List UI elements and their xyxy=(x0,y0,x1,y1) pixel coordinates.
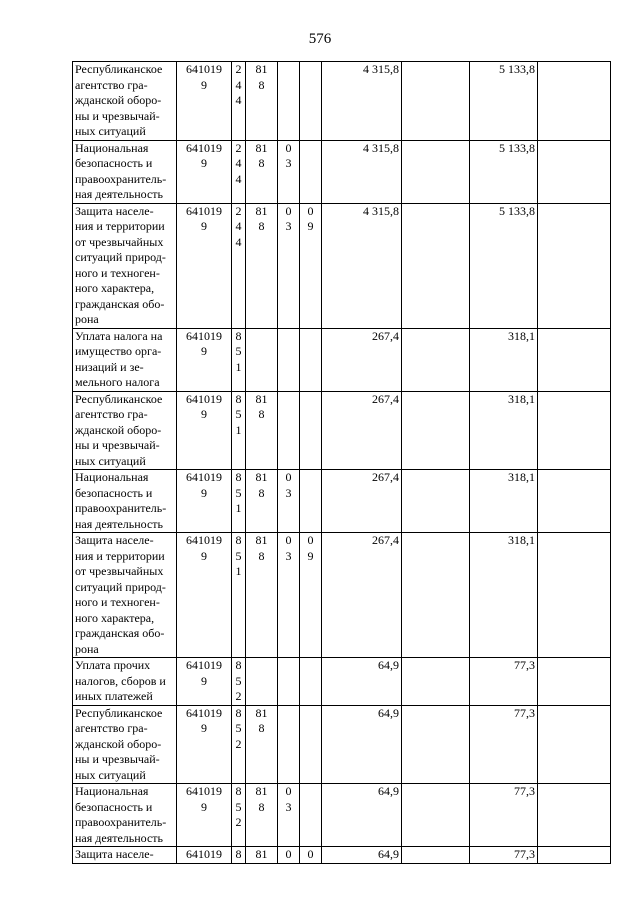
row-value-2-cell: 77,3 xyxy=(470,784,538,847)
row-department-cell: 81 8 xyxy=(246,391,278,470)
table-row xyxy=(73,140,611,203)
row-empty-cell-2 xyxy=(538,533,611,658)
row-section-cell xyxy=(278,705,300,784)
row-empty-cell-1 xyxy=(402,847,470,864)
table-row xyxy=(73,847,611,864)
row-expense-type-cell: 8 5 2 xyxy=(232,658,246,706)
row-department-cell: 81 8 xyxy=(246,784,278,847)
row-department-cell: 81 8 xyxy=(246,705,278,784)
row-subsection-cell xyxy=(300,470,322,533)
row-department-cell: 81 8 xyxy=(246,470,278,533)
row-name-cell: Защита населе- ния и территории от чрезвычайных ситуаций природ- ного и техноген- ного характера, гражданская обо- рона xyxy=(73,533,177,658)
row-subsection-cell: 0 9 xyxy=(300,203,322,328)
row-name-cell: Республиканское агентство гра- жданской оборо- ны и чрезвычай- ных ситуаций xyxy=(73,391,177,470)
row-subsection-cell xyxy=(300,784,322,847)
row-value-2-cell: 5 133,8 xyxy=(470,203,538,328)
row-empty-cell-2 xyxy=(538,705,611,784)
budget-table xyxy=(72,61,611,864)
row-code-cell: 641019 9 xyxy=(177,658,232,706)
row-code-cell: 641019 9 xyxy=(177,328,232,391)
table-row xyxy=(73,658,611,706)
row-empty-cell-1 xyxy=(402,470,470,533)
row-value-2-cell: 318,1 xyxy=(470,328,538,391)
row-department-cell xyxy=(246,658,278,706)
row-value-1-cell: 267,4 xyxy=(322,470,402,533)
row-empty-cell-1 xyxy=(402,533,470,658)
row-empty-cell-1 xyxy=(402,62,470,141)
row-empty-cell-1 xyxy=(402,784,470,847)
row-subsection-cell xyxy=(300,328,322,391)
row-empty-cell-2 xyxy=(538,328,611,391)
table-row xyxy=(73,705,611,784)
row-empty-cell-2 xyxy=(538,391,611,470)
row-value-2-cell: 318,1 xyxy=(470,533,538,658)
row-expense-type-cell: 2 4 4 xyxy=(232,140,246,203)
row-section-cell: 0 3 xyxy=(278,140,300,203)
row-expense-type-cell: 8 5 1 xyxy=(232,533,246,658)
row-value-1-cell: 64,9 xyxy=(322,784,402,847)
row-expense-type-cell: 8 xyxy=(232,847,246,864)
row-value-1-cell: 64,9 xyxy=(322,705,402,784)
row-department-cell: 81 8 xyxy=(246,140,278,203)
row-code-cell: 641019 xyxy=(177,847,232,864)
row-value-1-cell: 267,4 xyxy=(322,533,402,658)
row-empty-cell-2 xyxy=(538,140,611,203)
row-code-cell: 641019 9 xyxy=(177,470,232,533)
table-row xyxy=(73,328,611,391)
table-row xyxy=(73,470,611,533)
row-empty-cell-1 xyxy=(402,328,470,391)
row-section-cell: 0 3 xyxy=(278,470,300,533)
row-name-cell: Защита населе- ния и территории от чрезвычайных ситуаций природ- ного и техноген- ного характера, гражданская обо- рона xyxy=(73,203,177,328)
row-expense-type-cell: 8 5 1 xyxy=(232,470,246,533)
row-empty-cell-2 xyxy=(538,658,611,706)
row-expense-type-cell: 2 4 4 xyxy=(232,62,246,141)
row-empty-cell-1 xyxy=(402,391,470,470)
row-empty-cell-2 xyxy=(538,470,611,533)
row-code-cell: 641019 9 xyxy=(177,533,232,658)
row-name-cell: Республиканское агентство гра- жданской оборо- ны и чрезвычай- ных ситуаций xyxy=(73,62,177,141)
row-empty-cell-1 xyxy=(402,203,470,328)
row-subsection-cell xyxy=(300,391,322,470)
row-expense-type-cell: 8 5 2 xyxy=(232,705,246,784)
row-empty-cell-1 xyxy=(402,140,470,203)
row-section-cell xyxy=(278,328,300,391)
row-subsection-cell xyxy=(300,658,322,706)
row-subsection-cell xyxy=(300,705,322,784)
row-empty-cell-2 xyxy=(538,203,611,328)
row-subsection-cell: 0 9 xyxy=(300,533,322,658)
row-value-2-cell: 318,1 xyxy=(470,391,538,470)
row-value-1-cell: 4 315,8 xyxy=(322,62,402,141)
row-department-cell: 81 8 xyxy=(246,203,278,328)
table-row xyxy=(73,62,611,141)
row-value-2-cell: 77,3 xyxy=(470,847,538,864)
row-section-cell: 0 xyxy=(278,847,300,864)
row-name-cell: Защита населе- xyxy=(73,847,177,864)
row-expense-type-cell: 8 5 1 xyxy=(232,391,246,470)
row-expense-type-cell: 2 4 4 xyxy=(232,203,246,328)
row-empty-cell-1 xyxy=(402,658,470,706)
row-section-cell xyxy=(278,391,300,470)
row-department-cell: 81 8 xyxy=(246,533,278,658)
row-value-1-cell: 64,9 xyxy=(322,847,402,864)
row-department-cell: 81 xyxy=(246,847,278,864)
row-value-1-cell: 267,4 xyxy=(322,328,402,391)
row-empty-cell-2 xyxy=(538,784,611,847)
row-section-cell xyxy=(278,62,300,141)
row-value-2-cell: 318,1 xyxy=(470,470,538,533)
row-value-1-cell: 4 315,8 xyxy=(322,203,402,328)
row-value-2-cell: 5 133,8 xyxy=(470,140,538,203)
row-code-cell: 641019 9 xyxy=(177,391,232,470)
row-section-cell: 0 3 xyxy=(278,533,300,658)
row-empty-cell-2 xyxy=(538,847,611,864)
row-subsection-cell xyxy=(300,62,322,141)
row-section-cell: 0 3 xyxy=(278,784,300,847)
row-code-cell: 641019 9 xyxy=(177,784,232,847)
row-name-cell: Национальная безопасность и правоохранитель- ная деятельность xyxy=(73,784,177,847)
row-subsection-cell xyxy=(300,140,322,203)
row-value-1-cell: 64,9 xyxy=(322,658,402,706)
table-row xyxy=(73,391,611,470)
row-name-cell: Национальная безопасность и правоохранитель- ная деятельность xyxy=(73,470,177,533)
row-value-2-cell: 5 133,8 xyxy=(470,62,538,141)
row-value-1-cell: 267,4 xyxy=(322,391,402,470)
row-department-cell: 81 8 xyxy=(246,62,278,141)
row-value-1-cell: 4 315,8 xyxy=(322,140,402,203)
table-row xyxy=(73,533,611,658)
row-empty-cell-2 xyxy=(538,62,611,141)
row-code-cell: 641019 9 xyxy=(177,203,232,328)
row-value-2-cell: 77,3 xyxy=(470,705,538,784)
row-code-cell: 641019 9 xyxy=(177,140,232,203)
row-name-cell: Уплата прочих налогов, сборов и иных платежей xyxy=(73,658,177,706)
row-expense-type-cell: 8 5 2 xyxy=(232,784,246,847)
row-code-cell: 641019 9 xyxy=(177,62,232,141)
row-section-cell xyxy=(278,658,300,706)
row-expense-type-cell: 8 5 1 xyxy=(232,328,246,391)
table-row xyxy=(73,784,611,847)
row-value-2-cell: 77,3 xyxy=(470,658,538,706)
row-name-cell: Уплата налога на имущество орга- низаций и зе- мельного налога xyxy=(73,328,177,391)
row-empty-cell-1 xyxy=(402,705,470,784)
row-code-cell: 641019 9 xyxy=(177,705,232,784)
row-name-cell: Национальная безопасность и правоохранитель- ная деятельность xyxy=(73,140,177,203)
row-section-cell: 0 3 xyxy=(278,203,300,328)
row-department-cell xyxy=(246,328,278,391)
page-number: 576 xyxy=(308,31,332,47)
table-row xyxy=(73,203,611,328)
row-name-cell: Республиканское агентство гра- жданской оборо- ны и чрезвычай- ных ситуаций xyxy=(73,705,177,784)
row-subsection-cell: 0 xyxy=(300,847,322,864)
